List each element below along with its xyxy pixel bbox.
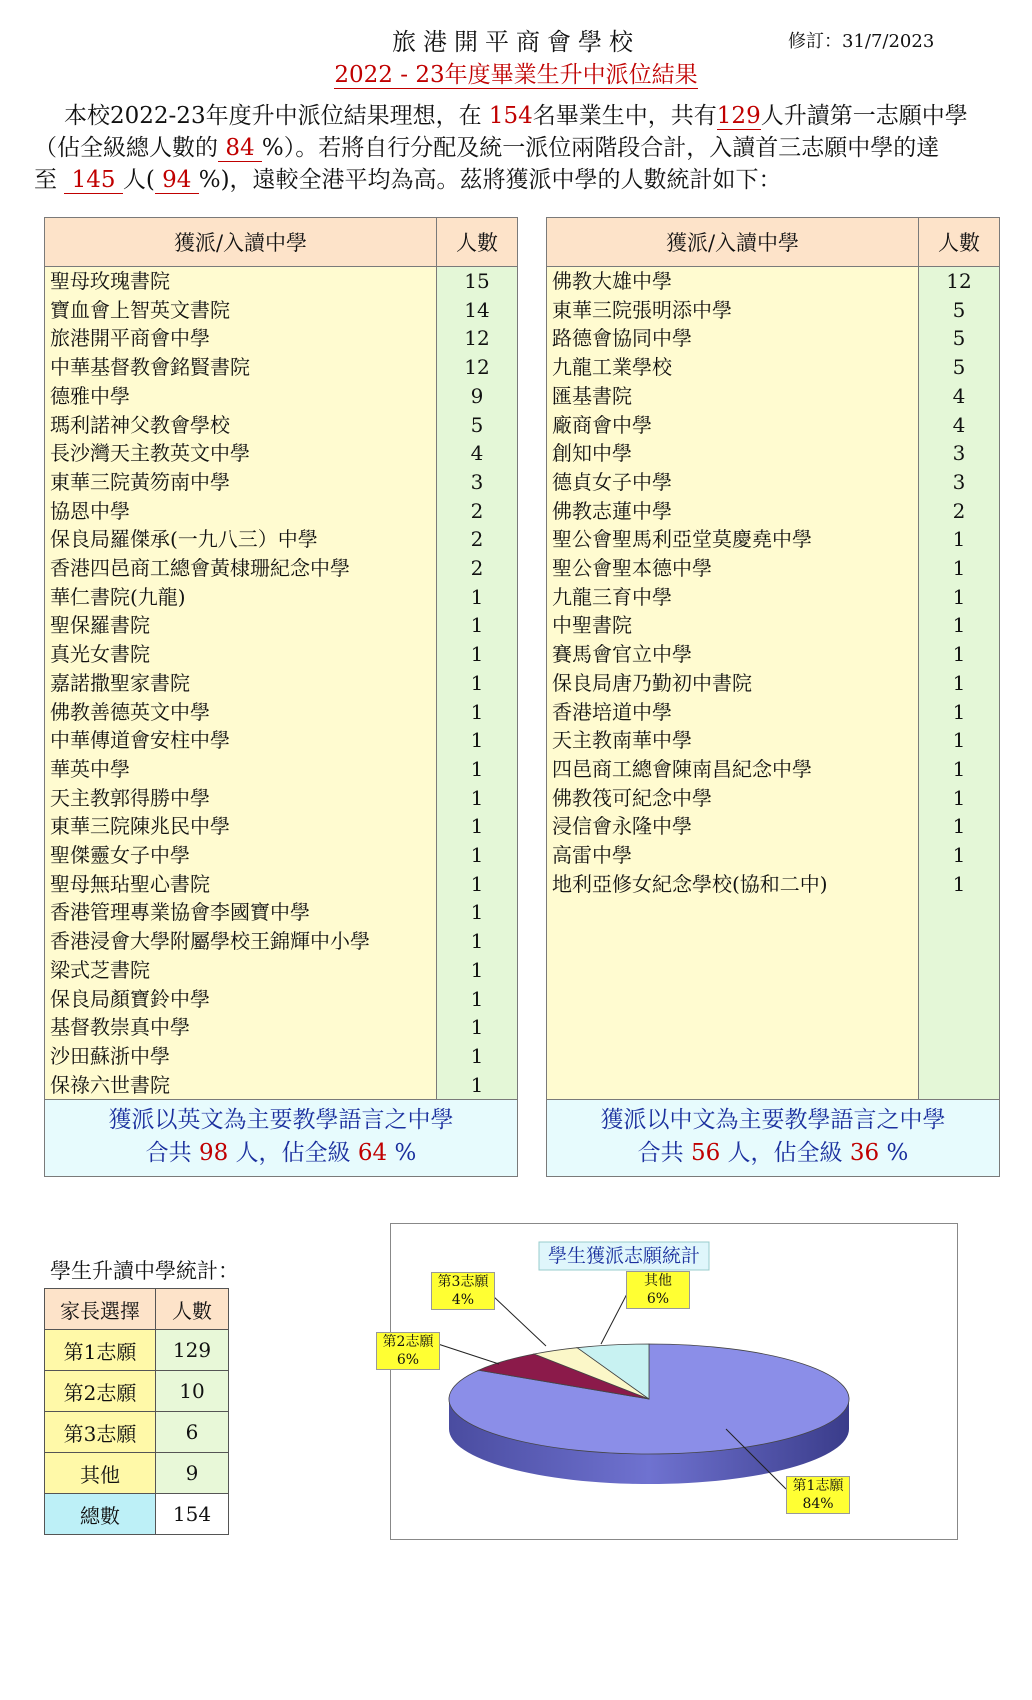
student-count: 2 xyxy=(437,525,518,554)
student-count: 3 xyxy=(919,439,1000,468)
student-count: 1 xyxy=(919,554,1000,583)
stats-row xyxy=(45,1453,229,1494)
student-count xyxy=(919,956,1000,985)
table-header-school: 獲派/入讀中學 xyxy=(45,218,437,267)
table-row xyxy=(45,812,518,841)
student-count: 1 xyxy=(919,640,1000,669)
slice-label-text: 第3志願 xyxy=(437,1274,489,1290)
table-header-count: 人數 xyxy=(437,218,518,267)
school-name: 保良局唐乃勤初中書院 xyxy=(547,669,919,698)
student-count: 5 xyxy=(919,324,1000,353)
student-count: 12 xyxy=(919,267,1000,296)
graduates-count: 154 xyxy=(488,103,533,129)
choice-count: 10 xyxy=(156,1371,229,1412)
school-name: 保祿六世書院 xyxy=(45,1071,437,1100)
table-row xyxy=(547,353,1000,382)
school-name: 四邑商工總會陳南昌紀念中學 xyxy=(547,755,919,784)
school-name xyxy=(547,1042,919,1071)
table-row xyxy=(45,927,518,956)
slice-label-4 xyxy=(626,1271,690,1309)
table-row xyxy=(45,726,518,755)
student-count: 1 xyxy=(919,611,1000,640)
student-count: 1 xyxy=(437,583,518,612)
table-row xyxy=(547,525,1000,554)
student-count: 14 xyxy=(437,296,518,325)
student-count: 1 xyxy=(437,985,518,1014)
table-row xyxy=(547,640,1000,669)
school-name: 賽馬會官立中學 xyxy=(547,640,919,669)
summary-text: 人，佔全級 xyxy=(228,1140,358,1167)
table-row xyxy=(45,784,518,813)
top3-pct-value: 94 xyxy=(162,167,192,193)
student-count: 5 xyxy=(919,353,1000,382)
student-count: 1 xyxy=(437,640,518,669)
table-row xyxy=(547,927,1000,956)
student-count: 5 xyxy=(919,296,1000,325)
table-row xyxy=(45,525,518,554)
choice-count: 129 xyxy=(156,1330,229,1371)
student-count xyxy=(919,898,1000,927)
table-row xyxy=(547,812,1000,841)
intro-text: 人( xyxy=(122,167,155,193)
table-row xyxy=(547,1071,1000,1100)
student-count: 2 xyxy=(437,497,518,526)
table-row xyxy=(547,669,1000,698)
school-name: 廠商會中學 xyxy=(547,411,919,440)
summary-text: % xyxy=(879,1140,909,1167)
school-name xyxy=(547,927,919,956)
school-name: 東華三院黃笏南中學 xyxy=(45,468,437,497)
page-subtitle xyxy=(0,56,1032,89)
table-row xyxy=(547,898,1000,927)
school-name: 基督教崇真中學 xyxy=(45,1013,437,1042)
table-row xyxy=(45,554,518,583)
table-row xyxy=(45,1042,518,1071)
table-row xyxy=(45,439,518,468)
slice-label-1 xyxy=(786,1476,850,1514)
school-name: 聖母無玷聖心書院 xyxy=(45,870,437,899)
table-row xyxy=(547,468,1000,497)
school-name: 華仁書院(九龍) xyxy=(45,583,437,612)
table-header-school: 獲派/入讀中學 xyxy=(547,218,919,267)
school-name: 德貞女子中學 xyxy=(547,468,919,497)
student-count: 1 xyxy=(437,669,518,698)
table-row xyxy=(547,1013,1000,1042)
table-row xyxy=(45,382,518,411)
student-count xyxy=(919,1042,1000,1071)
student-count: 1 xyxy=(437,812,518,841)
table-row xyxy=(45,267,518,296)
table-row xyxy=(45,296,518,325)
school-name: 東華三院張明添中學 xyxy=(547,296,919,325)
school-name: 香港浸會大學附屬學校王錦輝中小學 xyxy=(45,927,437,956)
table-row xyxy=(547,698,1000,727)
first-choice-percent xyxy=(218,135,262,162)
callout-leader-line xyxy=(493,1296,546,1346)
school-name xyxy=(547,985,919,1014)
intro-text: %）。若將自行分配及統一派位兩階段合計，入讀首三志願中學的達 xyxy=(261,135,940,161)
student-count: 5 xyxy=(437,411,518,440)
table-row xyxy=(547,611,1000,640)
student-count: 1 xyxy=(437,726,518,755)
table-row xyxy=(547,583,1000,612)
school-name: 佛教善德英文中學 xyxy=(45,698,437,727)
choice-stats-table xyxy=(44,1288,229,1535)
table-row xyxy=(547,841,1000,870)
slice-label-3 xyxy=(431,1272,495,1310)
table-row xyxy=(45,611,518,640)
revision-date: 修訂：31/7/2023 xyxy=(788,31,935,52)
table-row xyxy=(45,898,518,927)
table-row xyxy=(45,956,518,985)
table-row xyxy=(547,870,1000,899)
total-count: 154 xyxy=(156,1494,229,1535)
student-count: 4 xyxy=(919,411,1000,440)
student-count xyxy=(919,927,1000,956)
student-count: 1 xyxy=(437,1013,518,1042)
school-name: 協恩中學 xyxy=(45,497,437,526)
school-name: 浸信會永隆中學 xyxy=(547,812,919,841)
student-count xyxy=(919,1071,1000,1100)
stats-row xyxy=(45,1371,229,1412)
student-count: 1 xyxy=(437,698,518,727)
choice-count: 9 xyxy=(156,1453,229,1494)
summary-count: 56 xyxy=(690,1140,721,1167)
school-name: 寶血會上智英文書院 xyxy=(45,296,437,325)
school-name: 佛教大雄中學 xyxy=(547,267,919,296)
student-count: 1 xyxy=(919,669,1000,698)
student-count: 1 xyxy=(919,784,1000,813)
student-count: 1 xyxy=(919,841,1000,870)
table-row xyxy=(547,554,1000,583)
intro-text: 至 xyxy=(34,167,65,193)
school-name: 旅港開平商會中學 xyxy=(45,324,437,353)
student-count: 1 xyxy=(437,898,518,927)
student-count: 1 xyxy=(437,927,518,956)
student-count: 2 xyxy=(919,497,1000,526)
total-label: 總數 xyxy=(45,1494,156,1535)
subtitle-text: 2022 - 23年度畢業生升中派位結果 xyxy=(334,62,698,88)
stats-header-count: 人數 xyxy=(156,1289,229,1330)
school-name: 東華三院陳兆民中學 xyxy=(45,812,437,841)
table-row xyxy=(547,755,1000,784)
callout-leader-line xyxy=(438,1344,499,1364)
table-row xyxy=(45,468,518,497)
school-name: 創知中學 xyxy=(547,439,919,468)
summary-line-2 xyxy=(45,1137,517,1170)
school-name: 長沙灣天主教英文中學 xyxy=(45,439,437,468)
student-count: 2 xyxy=(437,554,518,583)
student-count: 1 xyxy=(437,611,518,640)
student-count: 1 xyxy=(437,870,518,899)
table-row xyxy=(45,497,518,526)
summary-count: 98 xyxy=(198,1140,229,1167)
student-count: 1 xyxy=(437,755,518,784)
school-name: 香港四邑商工總會黃棣珊紀念中學 xyxy=(45,554,437,583)
school-name: 高雷中學 xyxy=(547,841,919,870)
school-name: 華英中學 xyxy=(45,755,437,784)
summary-text: % xyxy=(387,1140,417,1167)
english-summary xyxy=(45,1100,518,1177)
summary-text: 人，佔全級 xyxy=(720,1140,850,1167)
intro-line-1 xyxy=(64,97,1032,130)
school-name: 聖傑靈女子中學 xyxy=(45,841,437,870)
school-name: 嘉諾撒聖家書院 xyxy=(45,669,437,698)
school-name xyxy=(547,1013,919,1042)
summary-percent: 36 xyxy=(849,1140,880,1167)
intro-text: （佔全級總人數的 xyxy=(34,135,218,161)
student-count: 3 xyxy=(919,468,1000,497)
table-row xyxy=(547,985,1000,1014)
student-count: 1 xyxy=(919,698,1000,727)
student-count xyxy=(919,1013,1000,1042)
student-count: 1 xyxy=(437,1071,518,1100)
choice-label: 其他 xyxy=(45,1453,156,1494)
student-count: 9 xyxy=(437,382,518,411)
table-row xyxy=(45,353,518,382)
school-name: 保良局顏寶鈴中學 xyxy=(45,985,437,1014)
stats-row xyxy=(45,1330,229,1371)
table-row xyxy=(45,985,518,1014)
english-school-table xyxy=(44,217,518,1177)
first-pct-value: 84 xyxy=(225,135,255,161)
slice-label-text: 第1志願 xyxy=(792,1478,844,1494)
student-count xyxy=(919,985,1000,1014)
intro-text: %)，遠較全港平均為高。茲將獲派中學的人數統計如下： xyxy=(198,167,782,193)
choice-label: 第3志願 xyxy=(45,1412,156,1453)
table-row xyxy=(45,669,518,698)
school-name: 保良局羅傑承(一九八三）中學 xyxy=(45,525,437,554)
student-count: 1 xyxy=(919,525,1000,554)
student-count: 1 xyxy=(919,583,1000,612)
school-name: 佛教筏可紀念中學 xyxy=(547,784,919,813)
intro-text: 本校2022-23年度升中派位結果理想，在 xyxy=(64,103,489,129)
student-count: 4 xyxy=(437,439,518,468)
table-row xyxy=(547,382,1000,411)
school-name: 沙田蘇浙中學 xyxy=(45,1042,437,1071)
table-row xyxy=(45,1071,518,1100)
school-name: 九龍三育中學 xyxy=(547,583,919,612)
school-name: 佛教志蓮中學 xyxy=(547,497,919,526)
choice-label: 第1志願 xyxy=(45,1330,156,1371)
summary-line-1: 獲派以中文為主要教學語言之中學 xyxy=(600,1107,946,1134)
school-name: 中華基督教會銘賢書院 xyxy=(45,353,437,382)
table-row xyxy=(45,755,518,784)
school-name: 香港管理專業協會李國寶中學 xyxy=(45,898,437,927)
intro-text: 人升讀第一志願中學 xyxy=(760,103,968,129)
school-name: 聖公會聖馬利亞堂莫慶堯中學 xyxy=(547,525,919,554)
student-count: 1 xyxy=(919,726,1000,755)
school-name: 中華傳道會安柱中學 xyxy=(45,726,437,755)
student-count: 1 xyxy=(437,1042,518,1071)
choice-label: 第2志願 xyxy=(45,1371,156,1412)
student-count: 4 xyxy=(919,382,1000,411)
stats-header-choice: 家長選擇 xyxy=(45,1289,156,1330)
table-row xyxy=(547,267,1000,296)
table-header-count: 人數 xyxy=(919,218,1000,267)
school-name: 天主教南華中學 xyxy=(547,726,919,755)
school-title: 旅港開平商會學校 xyxy=(392,28,640,56)
table-row xyxy=(45,324,518,353)
intro-line-3 xyxy=(34,161,1004,194)
table-row xyxy=(547,439,1000,468)
school-name: 中聖書院 xyxy=(547,611,919,640)
school-name xyxy=(547,898,919,927)
student-count: 1 xyxy=(437,841,518,870)
slice-percent: 84% xyxy=(802,1496,834,1512)
table-row xyxy=(45,698,518,727)
summary-line-1: 獲派以英文為主要教學語言之中學 xyxy=(108,1107,454,1134)
school-name: 聖保羅書院 xyxy=(45,611,437,640)
slice-percent: 6% xyxy=(646,1291,670,1307)
school-name xyxy=(547,1071,919,1100)
slice-label-text: 其他 xyxy=(644,1273,672,1289)
student-count: 1 xyxy=(919,812,1000,841)
school-name: 香港培道中學 xyxy=(547,698,919,727)
summary-text: 合共 xyxy=(637,1140,691,1167)
table-row xyxy=(547,497,1000,526)
school-name: 聖公會聖本德中學 xyxy=(547,554,919,583)
first-choice-count: 129 xyxy=(716,103,761,129)
intro-line-2 xyxy=(34,129,1004,162)
stats-total-row xyxy=(45,1494,229,1535)
chinese-school-table xyxy=(546,217,1000,1177)
school-name xyxy=(547,956,919,985)
table-row xyxy=(45,640,518,669)
table-row xyxy=(45,841,518,870)
student-count: 3 xyxy=(437,468,518,497)
table-row xyxy=(547,324,1000,353)
callout-leader-line xyxy=(601,1290,629,1344)
school-name: 路德會協同中學 xyxy=(547,324,919,353)
school-name: 匯基書院 xyxy=(547,382,919,411)
school-name: 九龍工業學校 xyxy=(547,353,919,382)
slice-label-2 xyxy=(376,1332,440,1370)
school-name: 真光女書院 xyxy=(45,640,437,669)
chart-title: 學生獲派志願統計 xyxy=(547,1245,701,1267)
summary-line-2 xyxy=(547,1137,999,1170)
top3-value: 145 xyxy=(71,167,116,193)
school-name: 梁式芝書院 xyxy=(45,956,437,985)
student-count: 12 xyxy=(437,324,518,353)
slice-label-text: 第2志願 xyxy=(382,1334,434,1350)
school-name: 瑪利諾神父教會學校 xyxy=(45,411,437,440)
table-row xyxy=(45,583,518,612)
table-row xyxy=(547,956,1000,985)
intro-text: 名畢業生中，共有 xyxy=(532,103,717,129)
school-name: 地利亞修女紀念學校(協和二中) xyxy=(547,870,919,899)
school-name: 聖母玫瑰書院 xyxy=(45,267,437,296)
table-row xyxy=(547,411,1000,440)
student-count: 15 xyxy=(437,267,518,296)
table-row xyxy=(547,296,1000,325)
slice-percent: 4% xyxy=(451,1292,475,1308)
table-row xyxy=(45,1013,518,1042)
table-row xyxy=(45,411,518,440)
table-row xyxy=(547,726,1000,755)
table-row xyxy=(547,784,1000,813)
summary-percent: 64 xyxy=(357,1140,388,1167)
chinese-summary xyxy=(547,1100,1000,1177)
student-count: 12 xyxy=(437,353,518,382)
slice-percent: 6% xyxy=(396,1352,420,1368)
stats-row xyxy=(45,1412,229,1453)
school-name: 天主教郭得勝中學 xyxy=(45,784,437,813)
student-count: 1 xyxy=(437,956,518,985)
top3-count xyxy=(64,167,123,194)
stats-title: 學生升讀中學統計： xyxy=(50,1259,239,1283)
school-name: 德雅中學 xyxy=(45,382,437,411)
choice-count: 6 xyxy=(156,1412,229,1453)
pie-chart xyxy=(382,1223,958,1540)
student-count: 1 xyxy=(919,870,1000,899)
student-count: 1 xyxy=(437,784,518,813)
student-count: 1 xyxy=(919,755,1000,784)
top3-percent xyxy=(155,167,199,194)
table-row xyxy=(547,1042,1000,1071)
summary-text: 合共 xyxy=(145,1140,199,1167)
table-row xyxy=(45,870,518,899)
